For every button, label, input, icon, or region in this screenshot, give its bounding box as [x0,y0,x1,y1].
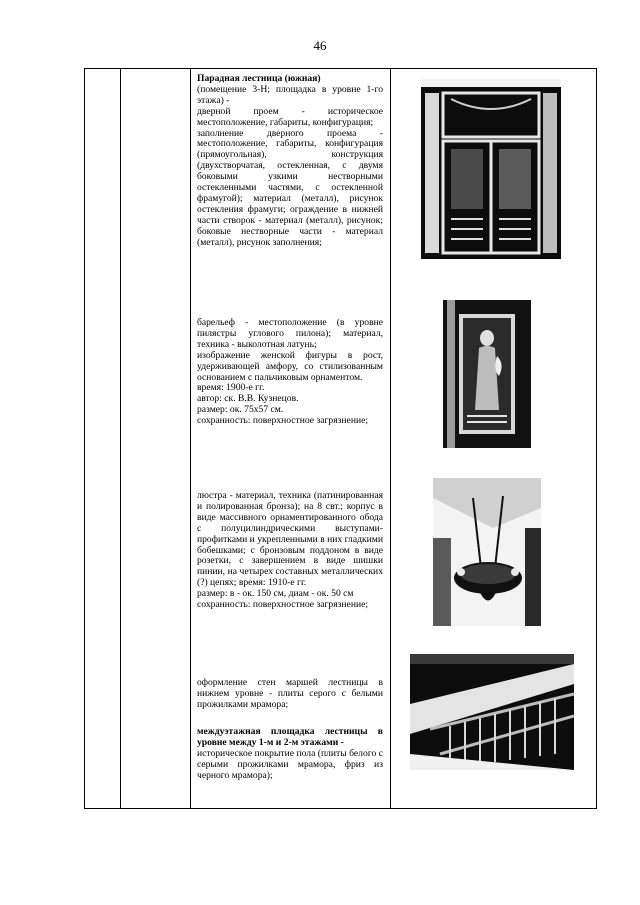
section-line: размер: в - ок. 150 см, диам - ок. 50 см [197,588,354,600]
section-line: дверной проем - историческое местоположение, габариты, конфигурация; [197,105,383,128]
section-line: заполнение дверного проема - местоположение, габариты, конфигурация (прямоугольная), конструкция (двухстворчатая, остекленная, с двумя боковыми узкими нестворными остекленными частями, с остекленной фрамугой); материал (металл), рисунок остекления фрамуги; ограждение в нижней части створок - материал (металл), рисунок; боковые нестворные части - материал (металл), рисунок заполнения; [197,127,383,248]
section-line: (помещение 3-Н; площадка в уровне 1-го этажа) - [197,83,383,106]
section-line: время: 1900-е гг. [197,382,265,394]
section-heading: междуэтажная площадка лестницы в уровне между 1-м и 2-м этажами - [197,726,383,748]
section-walls [197,678,383,711]
column-divider [390,69,391,808]
door-photo [421,79,561,259]
section-landing [197,727,383,782]
section-door [197,74,383,249]
section-line: историческое покрытие пола (плиты белого с серыми прожилками мрамора, фриз из черного мрамора); [197,747,383,781]
section-line: автор: ск. В.В. Кузнецов. [197,393,299,405]
staircase-photo [410,654,574,770]
section-line: изображение женской фигуры в рост, удерживающей амфору, со стилизованным основанием с пальчиковым орнаментом. [197,349,383,383]
column-divider [190,69,191,808]
section-line: сохранность: поверхностное загрязнение; [197,415,369,427]
section-bas-relief [197,318,383,427]
section-heading: Парадная лестница (южная) [197,73,321,84]
section-line: барельеф - местоположение (в уровне пилястры углового пилона); материал, техника - выколотная латунь; [197,317,383,350]
section-line: сохранность: поверхностное загрязнение; [197,599,369,611]
chandelier-photo [433,478,541,626]
section-chandelier [197,491,383,611]
page-number: 46 [313,38,327,53]
column-divider [120,69,121,808]
section-line: оформление стен маршей лестницы в нижнем уровне - плиты серого с белыми прожилками мрамора; [197,677,383,710]
section-line: размер: ок. 75х57 см. [197,404,284,416]
bas-relief-photo [443,300,531,448]
section-line: люстра - материал, техника (патинированная и полированная бронза); на 8 свт.; корпус в виде массивного орнаментированного обода с полуцилиндрическими выступами-профитками и укрепленными в них гладкими бобешками; с бронзовым поддоном в виде розетки, с завершением в виде шишки пинии, на четырех составных металлических (?) цепях; время: 1910-е гг. [197,490,383,589]
